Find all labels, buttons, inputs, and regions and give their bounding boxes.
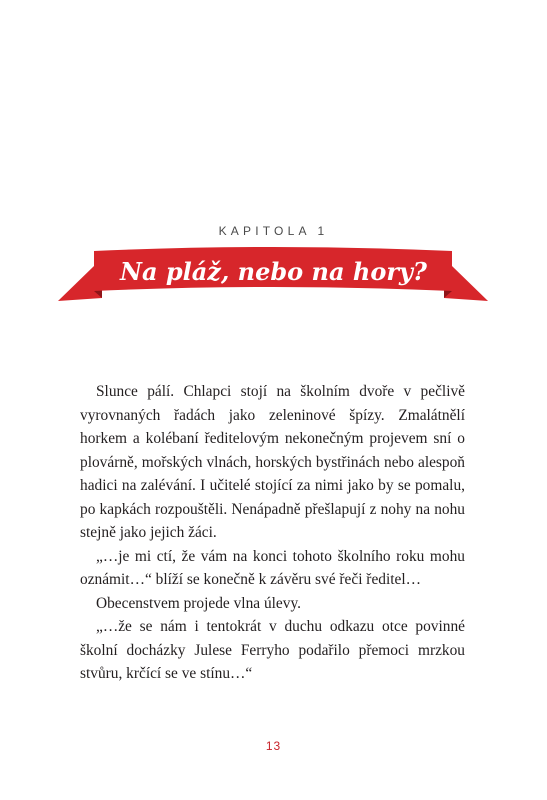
paragraph: „…že se nám i tentokrát v duchu odkazu otce povinné školní docházky Julese Ferryho podařilo přemoci mrzkou stvůru, krčící se ve stínu…“ <box>80 618 465 682</box>
paragraph: Slunce pálí. Chlapci stojí na školním dvoře v pečlivě vyrovnaných řadách jako zeleninové špízy. Zmalátnělí horkem a kolébaní ředitelovým nekonečným projevem sní o plovárně, mořských vlnách, horských bystřinách nebo alespoň hadici na zalévání. I učitelé stojící za nimi jako by se pomalu, po kapkách rozpouštěli. Nenápadně přešlapují z nohy na nohu stejně jako jejich žáci. <box>80 383 465 541</box>
body-text <box>80 380 465 686</box>
paragraph: „…je mi ctí, že vám na konci tohoto školního roku mohu oznámit…“ blíží se konečně k závěru své řeči ředitel… <box>80 547 465 588</box>
chapter-title: Na pláž, nebo na hory? <box>120 257 427 286</box>
page-number: 13 <box>265 739 282 753</box>
chapter-label: KAPITOLA 1 <box>218 224 329 238</box>
paragraph: Obecenstvem projede vlna úlevy. <box>96 594 301 612</box>
